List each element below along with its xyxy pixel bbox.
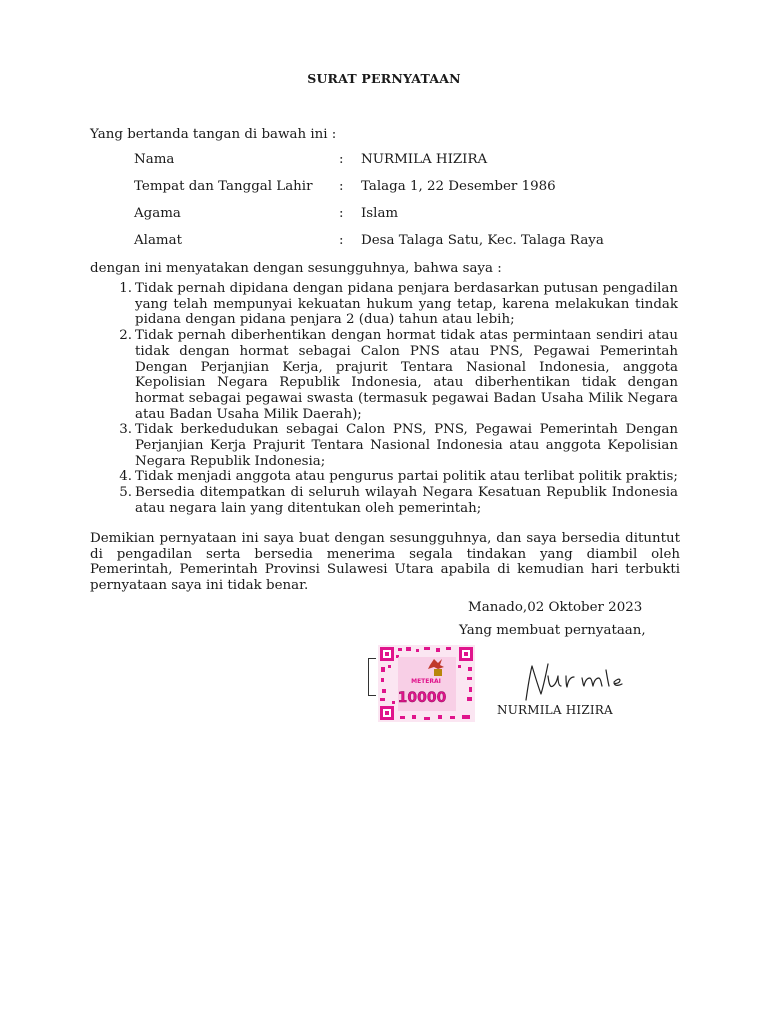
handwritten-signature (520, 656, 625, 704)
item-text: Bersedia ditempatkan di seluruh wilayah Negara Kesatuan Republik Indonesia atau negara lain yang ditentukan oleh pemerintah; (135, 485, 678, 516)
identity-row-religion (134, 206, 398, 222)
identity-label: Agama (134, 206, 181, 221)
identity-row-address (134, 233, 604, 249)
item-number: 5. (119, 485, 132, 501)
item-number: 1. (119, 281, 132, 296)
document-title: SURAT PERNYATAAN (307, 71, 461, 86)
stamp-value: 10000 (397, 690, 447, 706)
item-number: 4. (119, 469, 132, 485)
stamp-label: METERAI (411, 678, 441, 685)
identity-value: NURMILA HIZIRA (361, 152, 488, 167)
meterai-stamp (378, 645, 475, 722)
item-number: 2. (119, 328, 132, 344)
item-text: Tidak pernah diberhentikan dengan hormat tidak atas permintaan sendiri atau tidak dengan hormat sebagai Calon PNS atau PNS, Pegawai Pemerintah Dengan Perjanjian Kerja, prajurit Tentara Nasional Indonesia, anggota Kepolisian Negara Republik Indonesia, atau diberhentikan tidak dengan hormat sebagai pegawai swasta (termasuk pegawai Badan Usaha Milik Negara atau Badan Usaha Milik Daerah); (135, 328, 678, 422)
identity-label: Tempat dan Tanggal Lahir (134, 179, 313, 194)
list-item (90, 485, 678, 516)
stamp-bracket (368, 658, 376, 696)
statement-list (90, 281, 678, 517)
item-number: 3. (119, 422, 132, 438)
colon: : (339, 152, 344, 167)
identity-row-birth (134, 179, 556, 195)
list-item (90, 281, 678, 328)
list-item (90, 422, 678, 469)
colon: : (339, 206, 344, 221)
intro-text: Yang bertanda tangan di bawah ini : (90, 127, 337, 142)
list-item (90, 328, 678, 422)
signer-name: NURMILA HIZIRA (497, 703, 613, 717)
identity-value: Desa Talaga Satu, Kec. Talaga Raya (361, 233, 604, 248)
identity-row-name (134, 152, 487, 168)
lead-text: dengan ini menyatakan dengan sesungguhnya, bahwa saya : (90, 261, 502, 276)
colon: : (339, 179, 344, 194)
identity-value: Talaga 1, 22 Desember 1986 (361, 179, 556, 194)
list-item (90, 469, 678, 485)
colon: : (339, 233, 344, 248)
item-text: Tidak pernah dipidana dengan pidana penjara berdasarkan putusan pengadilan yang telah mempunyai kekuatan hukum yang tetap, karena melakukan tindak pidana dengan pidana penjara 2 (dua) tahun atau lebih; (135, 281, 678, 328)
identity-label: Alamat (134, 233, 182, 248)
item-text: Tidak berkedudukan sebagai Calon PNS, PNS, Pegawai Pemerintah Dengan Perjanjian Kerja Prajurit Tentara Nasional Indonesia atau anggota Kepolisian Negara Republik Indonesia; (135, 422, 678, 469)
identity-label: Nama (134, 152, 175, 167)
place-date: Manado,02 Oktober 2023 (468, 600, 643, 615)
item-text: Tidak menjadi anggota atau pengurus partai politik atau terlibat politik praktis; (135, 469, 678, 485)
closing-paragraph: Demikian pernyataan ini saya buat dengan sesungguhnya, dan saya bersedia dituntut di pengadilan serta bersedia menerima segala tindakan yang diambil oleh Pemerintah, Pemerintah Provinsi Sulawesi Utara apabila di kemudian hari terbukti pernyataan saya ini tidak benar. (90, 531, 680, 594)
maker-label: Yang membuat pernyataan, (459, 623, 646, 638)
identity-value: Islam (361, 206, 399, 221)
